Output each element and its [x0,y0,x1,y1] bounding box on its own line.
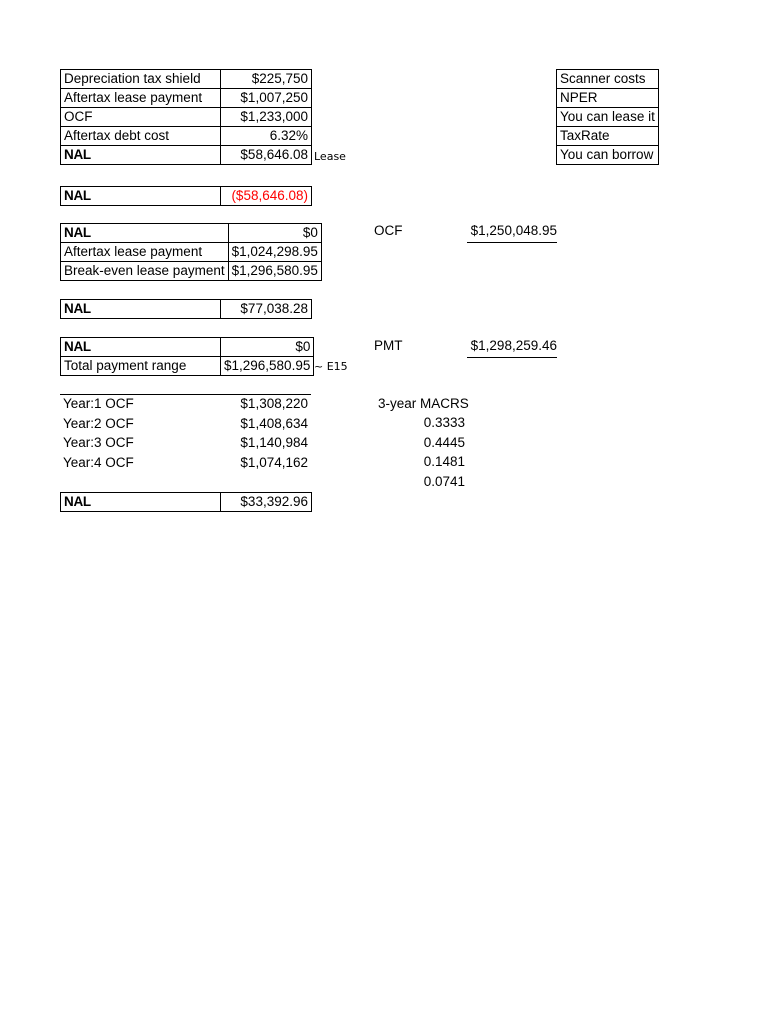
depreciation-tax-shield-value[interactable]: $225,750 [221,70,312,89]
table-row [61,127,312,146]
table-row [61,89,312,108]
table-row [61,357,314,376]
lease-analysis-table [60,69,312,165]
nper-label[interactable]: NPER [557,89,659,108]
depreciation-tax-shield-label[interactable]: Depreciation tax shield [61,70,221,89]
ocf-label[interactable]: OCF [61,108,221,127]
nal-value[interactable]: $58,646.08 [221,146,312,165]
list-item [60,454,311,474]
table-row [557,89,659,108]
ocf-side-label: OCF [374,223,403,238]
nal-value[interactable]: $33,392.96 [221,493,312,512]
macrs-value-4[interactable]: 0.0741 [423,474,465,489]
pmt-side-label: PMT [374,338,403,353]
year-4-label[interactable]: Year:4 OCF [63,454,134,470]
macrs-value-2[interactable]: 0.4445 [423,435,465,450]
nal-label[interactable]: NAL [61,146,221,165]
table-row [61,338,314,357]
nal-negative-value[interactable]: ($58,646.08) [221,187,312,206]
nal-value[interactable]: $77,038.28 [221,300,312,319]
nal-label[interactable]: NAL [61,224,229,243]
year-4-value[interactable]: $1,074,162 [240,454,308,470]
table-row [61,70,312,89]
table-row [557,70,659,89]
break-even-table [60,223,322,281]
table-row [61,108,312,127]
table-row [61,243,322,262]
list-item [60,434,311,454]
macrs-value-3[interactable]: 0.1481 [423,454,465,469]
break-even-lease-payment-value[interactable]: $1,296,580.95 [228,262,321,281]
aftertax-debt-cost-value[interactable]: 6.32% [221,127,312,146]
yearly-ocf-list [60,394,311,473]
table-row [557,146,659,165]
aftertax-lease-payment-value[interactable]: $1,024,298.95 [228,243,321,262]
payment-range-table [60,337,314,376]
nal-final-table [60,492,312,512]
aftertax-debt-cost-label[interactable]: Aftertax debt cost [61,127,221,146]
total-payment-range-value[interactable]: $1,296,580.95 [221,357,314,376]
year-1-value[interactable]: $1,308,220 [240,396,308,411]
nal-negative-table [60,186,312,206]
table-row [557,127,659,146]
aftertax-lease-payment-label[interactable]: Aftertax lease payment [61,89,221,108]
year-1-label[interactable]: Year:1 OCF [63,396,134,411]
total-payment-range-label[interactable]: Total payment range [61,357,221,376]
year-2-label[interactable]: Year:2 OCF [63,415,134,431]
nal-label[interactable]: NAL [61,300,221,319]
macrs-title: 3-year MACRS [378,396,469,411]
list-item [60,415,311,435]
scanner-costs-label[interactable]: Scanner costs [557,70,659,89]
you-can-lease-label[interactable]: You can lease it [557,108,659,127]
macrs-value-1[interactable]: 0.3333 [423,415,465,430]
you-can-borrow-label[interactable]: You can borrow [557,146,659,165]
ocf-value[interactable]: $1,233,000 [221,108,312,127]
nal-label[interactable]: NAL [61,338,221,357]
e15-note: ~ E15 [314,360,348,373]
aftertax-lease-payment-label[interactable]: Aftertax lease payment [61,243,229,262]
year-2-value[interactable]: $1,408,634 [240,415,308,431]
year-3-value[interactable]: $1,140,984 [240,435,308,450]
nal-label[interactable]: NAL [61,493,221,512]
table-row [61,187,312,206]
aftertax-lease-payment-value[interactable]: $1,007,250 [221,89,312,108]
table-row [61,262,322,281]
year-3-label[interactable]: Year:3 OCF [63,435,134,450]
table-row [61,146,312,165]
table-row [61,493,312,512]
break-even-lease-payment-label[interactable]: Break-even lease payment [61,262,229,281]
nal-label[interactable]: NAL [61,187,221,206]
nal-value[interactable]: $0 [228,224,321,243]
tax-rate-label[interactable]: TaxRate [557,127,659,146]
table-row [61,224,322,243]
parameters-table [556,69,659,165]
ocf-side-value[interactable]: $1,250,048.95 [467,223,557,243]
pmt-side-value[interactable]: $1,298,259.46 [467,338,557,358]
nal-value[interactable]: $0 [221,338,314,357]
lease-note: Lease [314,150,346,163]
nal-result-table [60,299,312,319]
list-item [60,395,311,415]
table-row [557,108,659,127]
table-row [61,300,312,319]
